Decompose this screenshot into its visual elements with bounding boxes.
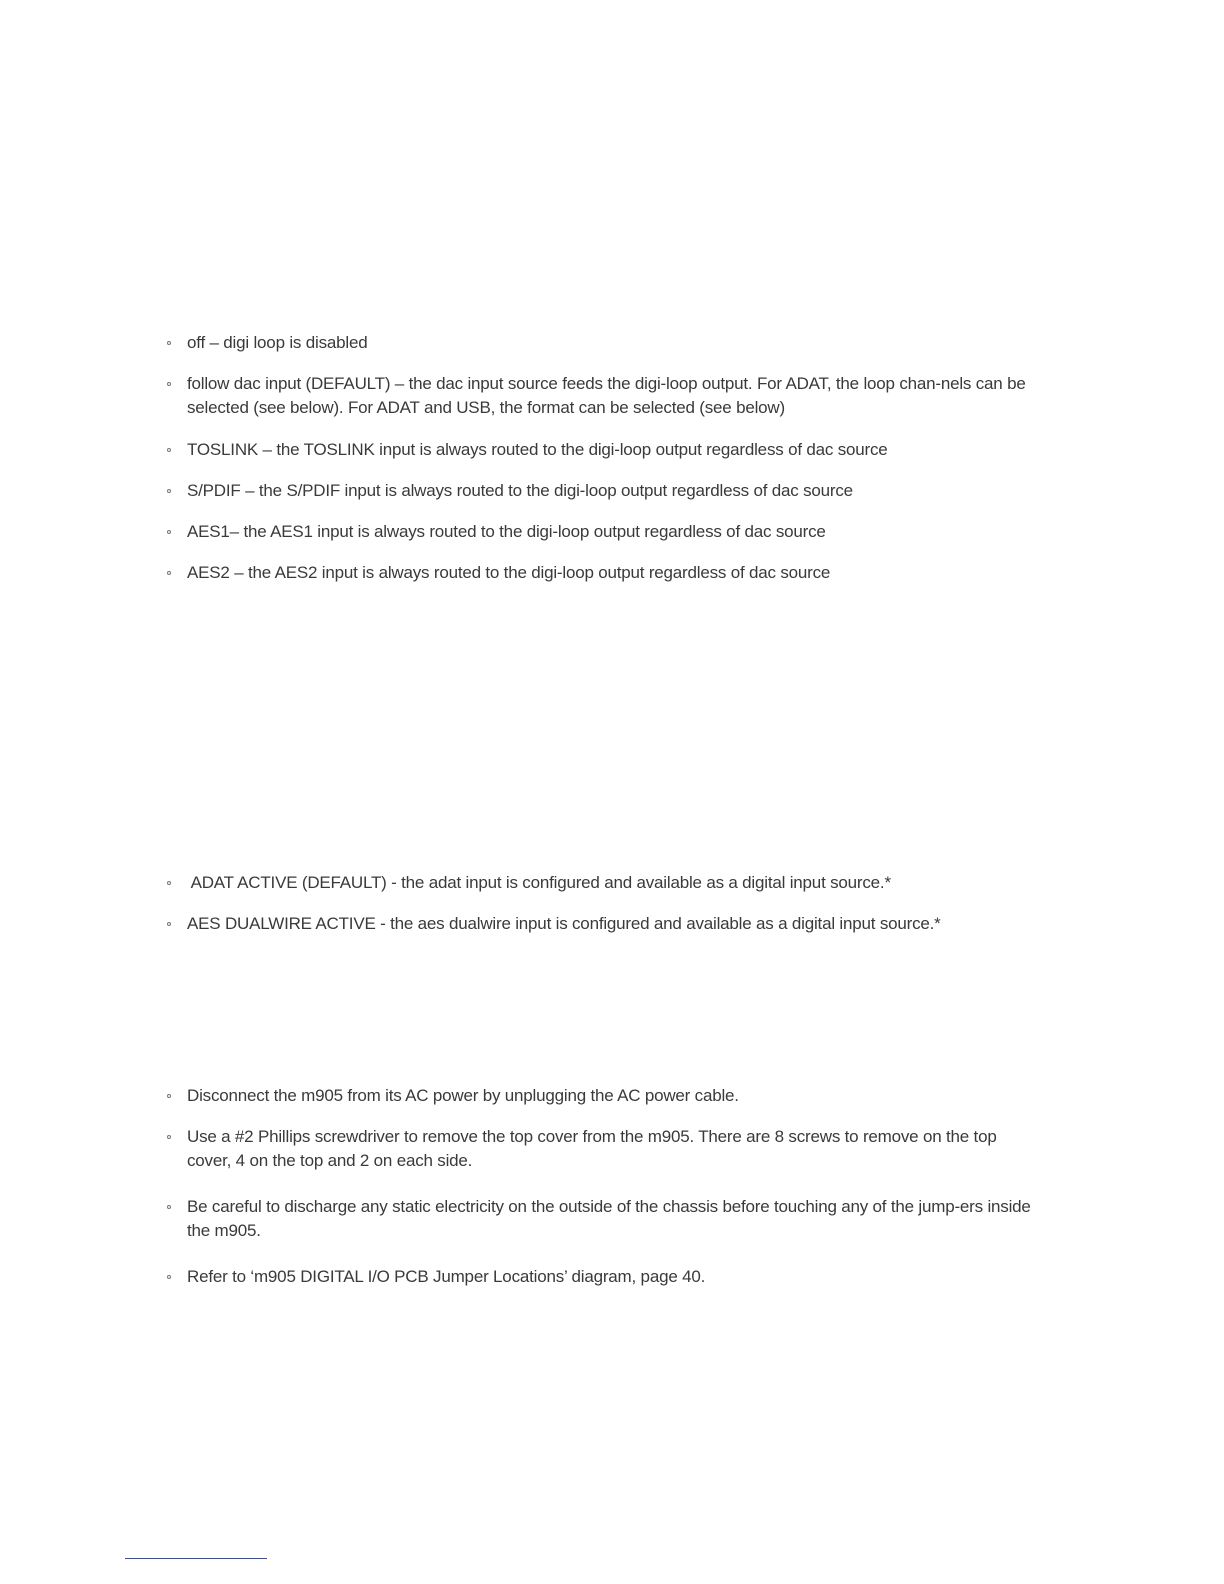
- list-item-text: AES DUALWIRE ACTIVE - the aes dualwire input is configured and available as a digital input source.*: [187, 914, 941, 933]
- bullet-icon: [167, 341, 171, 345]
- list-item-text: follow dac input (DEFAULT) – the dac input source feeds the digi-loop output. For ADAT, the loop chan-nels can be selected (see below). For ADAT and USB, the format can be selected (see below): [187, 374, 1026, 417]
- list-item-text: AES2 – the AES2 input is always routed to the digi-loop output regardless of dac source: [187, 563, 831, 582]
- bullet-icon: [167, 1135, 171, 1139]
- input-options-list: [160, 871, 1040, 953]
- list-item-text: AES1– the AES1 input is always routed to the digi-loop output regardless of dac source: [187, 522, 826, 541]
- list-item-step-remove-cover: [160, 1125, 1040, 1173]
- list-item-adat-active: [160, 871, 1040, 895]
- list-item-aes-dualwire-active: [160, 912, 1040, 936]
- bullet-icon: [167, 1205, 171, 1209]
- list-item-digiloop-aes1: [160, 520, 1040, 544]
- bullet-icon: [167, 530, 171, 534]
- list-item-text: S/PDIF – the S/PDIF input is always routed to the digi-loop output regardless of dac source: [187, 481, 853, 500]
- list-item-digiloop-off: [160, 331, 1040, 355]
- list-item-text: Be careful to discharge any static electricity on the outside of the chassis before touching any of the jump-ers inside the m905.: [187, 1197, 1031, 1240]
- bullet-icon: [167, 382, 171, 386]
- list-item-digiloop-toslink: [160, 438, 1040, 462]
- bullet-icon: [167, 489, 171, 493]
- bullet-icon: [167, 881, 171, 885]
- bullet-icon: [167, 1094, 171, 1098]
- list-item-text: Use a #2 Phillips screwdriver to remove the top cover from the m905. There are 8 screws to remove on the top cover, 4 on the top and 2 on each side.: [187, 1127, 997, 1170]
- list-item-text: Disconnect the m905 from its AC power by unplugging the AC power cable.: [187, 1086, 739, 1105]
- list-item-step-discharge: [160, 1195, 1040, 1243]
- bullet-icon: [167, 571, 171, 575]
- list-item-digiloop-spdif: [160, 479, 1040, 503]
- jumper-steps-list: [160, 1084, 1040, 1306]
- list-item-text: off – digi loop is disabled: [187, 333, 368, 352]
- list-item-text: TOSLINK – the TOSLINK input is always routed to the digi-loop output regardless of dac source: [187, 440, 888, 459]
- list-item-text: Refer to ‘m905 DIGITAL I/O PCB Jumper Locations’ diagram, page 40.: [187, 1267, 706, 1286]
- list-item-text: ADAT ACTIVE (DEFAULT) - the adat input is configured and available as a digital input source.*: [187, 873, 891, 892]
- bullet-icon: [167, 922, 171, 926]
- bullet-icon: [167, 1275, 171, 1279]
- list-item-digiloop-follow-dac: [160, 372, 1040, 420]
- list-item-digiloop-aes2: [160, 561, 1040, 585]
- list-item-step-refer-diagram: [160, 1265, 1040, 1289]
- footnote-rule: [125, 1558, 267, 1559]
- bullet-icon: [167, 448, 171, 452]
- digiloop-options-list: [160, 331, 1040, 602]
- list-item-step-disconnect: [160, 1084, 1040, 1108]
